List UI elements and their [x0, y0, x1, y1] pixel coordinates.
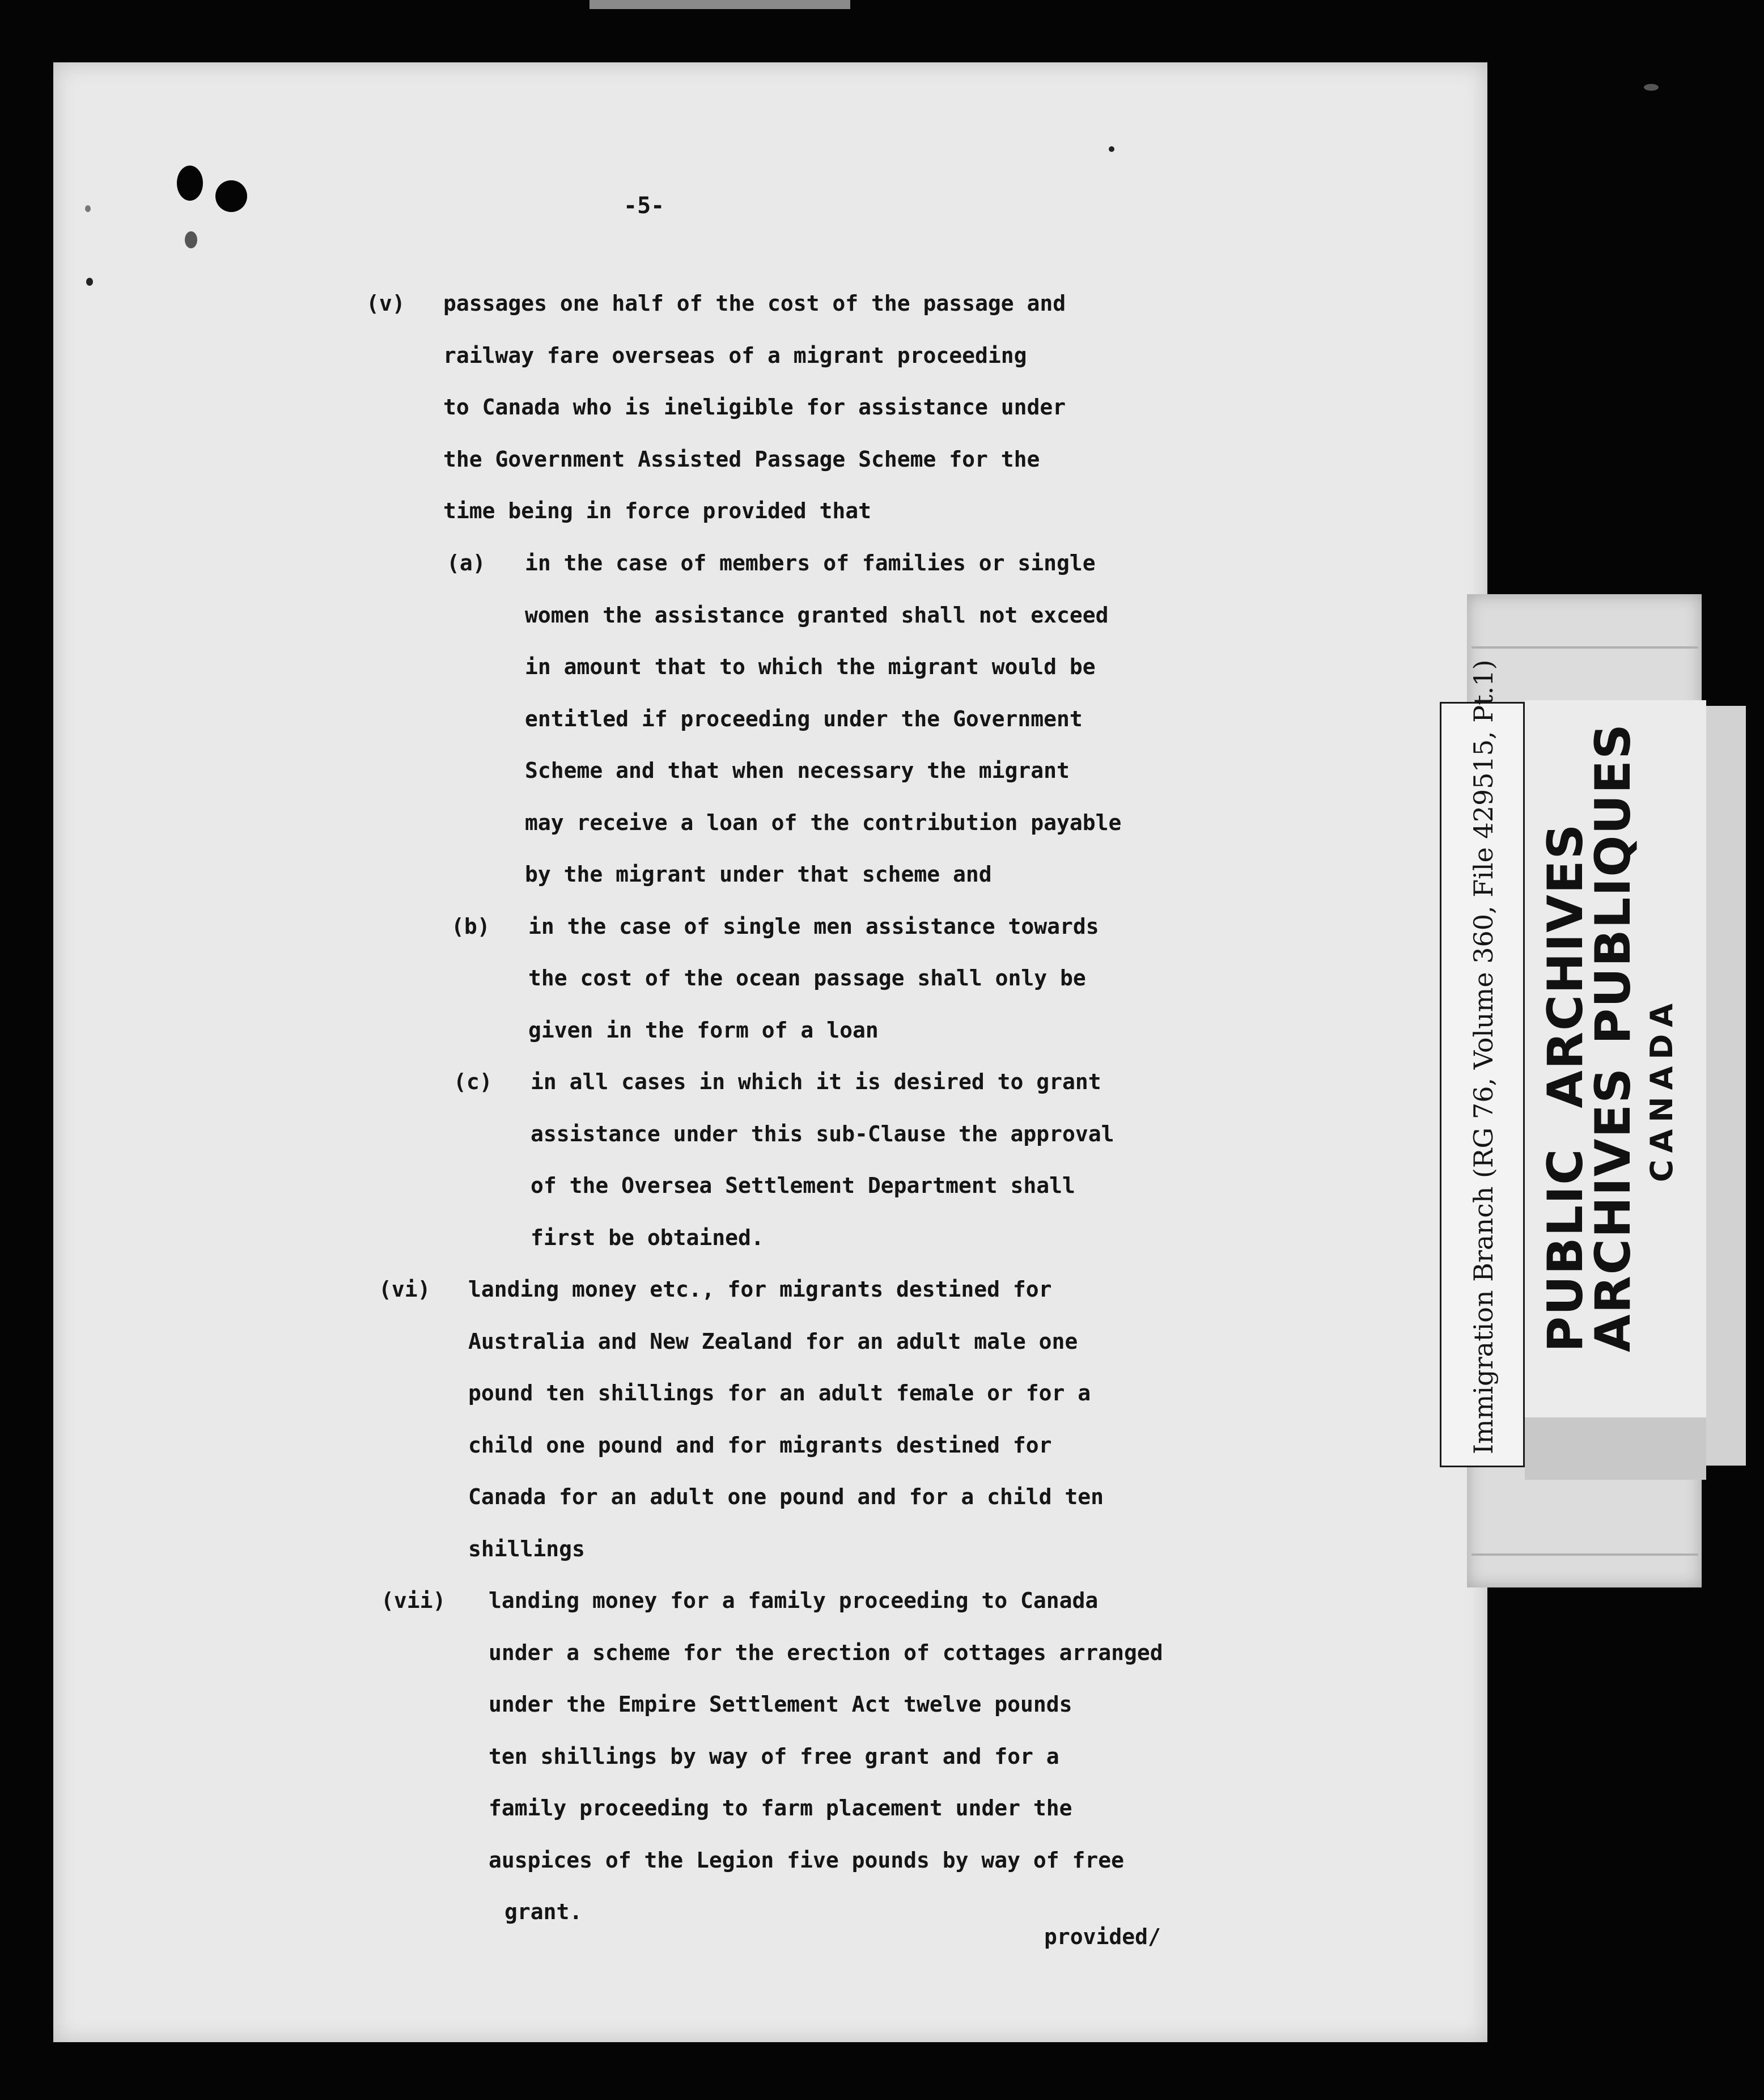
scan-speck [185, 231, 197, 248]
archive-reference: Immigration Branch (RG 76, Volume 360, File 429515, Pt.1) [1468, 659, 1499, 1454]
sub-clause-marker: (a) [447, 551, 486, 575]
text-line: of the Oversea Settlement Department shall [531, 1173, 1075, 1198]
text-line: by the migrant under that scheme and [525, 862, 992, 887]
clause-marker: (v) [366, 291, 405, 316]
text-line: in all cases in which it is desired to grant [531, 1069, 1101, 1094]
text-line: women the assistance granted shall not exceed [525, 603, 1109, 628]
text-line: pound ten shillings for an adult female or for a [468, 1381, 1091, 1405]
text-line: ten shillings by way of free grant and for a [489, 1744, 1059, 1769]
text-line: the Government Assisted Passage Scheme for the [443, 447, 1040, 472]
text-line: under a scheme for the erection of cottages arranged [489, 1640, 1163, 1665]
text-line: under the Empire Settlement Act twelve pounds [489, 1692, 1072, 1717]
scan-speck [1109, 146, 1114, 152]
text-line: the cost of the ocean passage shall only be [528, 966, 1086, 990]
archive-stamp-line-2 [1585, 723, 1642, 1352]
text-line: landing money for a family proceeding to Canada [489, 1588, 1099, 1613]
text-line: passages one half of the cost of the passage and [443, 291, 1066, 316]
text-line: Canada for an adult one pound and for a child ten [468, 1484, 1104, 1509]
stamp-word: ARCHIVES [1537, 823, 1594, 1108]
text-line: in the case of single men assistance towards [528, 914, 1099, 939]
text-line: family proceeding to farm placement under the [489, 1796, 1072, 1820]
text-line: in amount that to which the migrant would be [525, 654, 1096, 679]
stamp-word: ARCHIVES [1585, 1066, 1642, 1352]
sub-clause-marker: (c) [453, 1069, 493, 1094]
text-line: grant. [504, 1899, 583, 1924]
text-line: Australia and New Zealand for an adult male one [468, 1329, 1078, 1354]
archive-label-divider [1472, 646, 1698, 649]
text-line: in the case of members of families or single [525, 551, 1096, 575]
stamp-word: PUBLIC [1537, 1148, 1594, 1352]
text-line: child one pound and for migrants destined for [468, 1433, 1052, 1458]
sub-clause-marker: (b) [451, 914, 490, 939]
punch-hole [215, 180, 247, 212]
text-line: assistance under this sub-Clause the approval [531, 1121, 1114, 1146]
text-line: to Canada who is ineligible for assistance under [443, 395, 1066, 420]
text-line: may receive a loan of the contribution payable [525, 810, 1122, 835]
text-line: first be obtained. [531, 1225, 764, 1250]
text-line: time being in force provided that [443, 498, 871, 523]
film-edge-strip [590, 0, 850, 9]
page-number: -5- [624, 193, 665, 219]
text-line: railway fare overseas of a migrant proceeding [443, 343, 1027, 368]
scan-speck [1644, 84, 1659, 91]
scan-speck [86, 278, 93, 286]
text-line: entitled if proceeding under the Government [525, 706, 1083, 731]
archive-label-tab [1706, 706, 1746, 1466]
stamp-word: PUBLIQUES [1585, 723, 1642, 1044]
text-line: auspices of the Legion five pounds by way of free [489, 1848, 1125, 1873]
archive-stamp-country: CANADA [1644, 996, 1680, 1182]
archive-label-band [1525, 1417, 1706, 1480]
scan-speck [85, 205, 91, 212]
text-line: given in the form of a loan [528, 1018, 879, 1043]
punch-hole [177, 166, 203, 201]
text-line: landing money etc., for migrants destined for [468, 1277, 1052, 1302]
text-line: shillings [468, 1536, 585, 1561]
archive-label-divider [1472, 1553, 1698, 1556]
continuation-catchword: provided/ [1044, 1924, 1161, 1949]
text-line: Scheme and that when necessary the migrant [525, 758, 1070, 783]
clause-marker: (vi) [379, 1277, 431, 1302]
clause-marker: (vii) [381, 1588, 446, 1613]
